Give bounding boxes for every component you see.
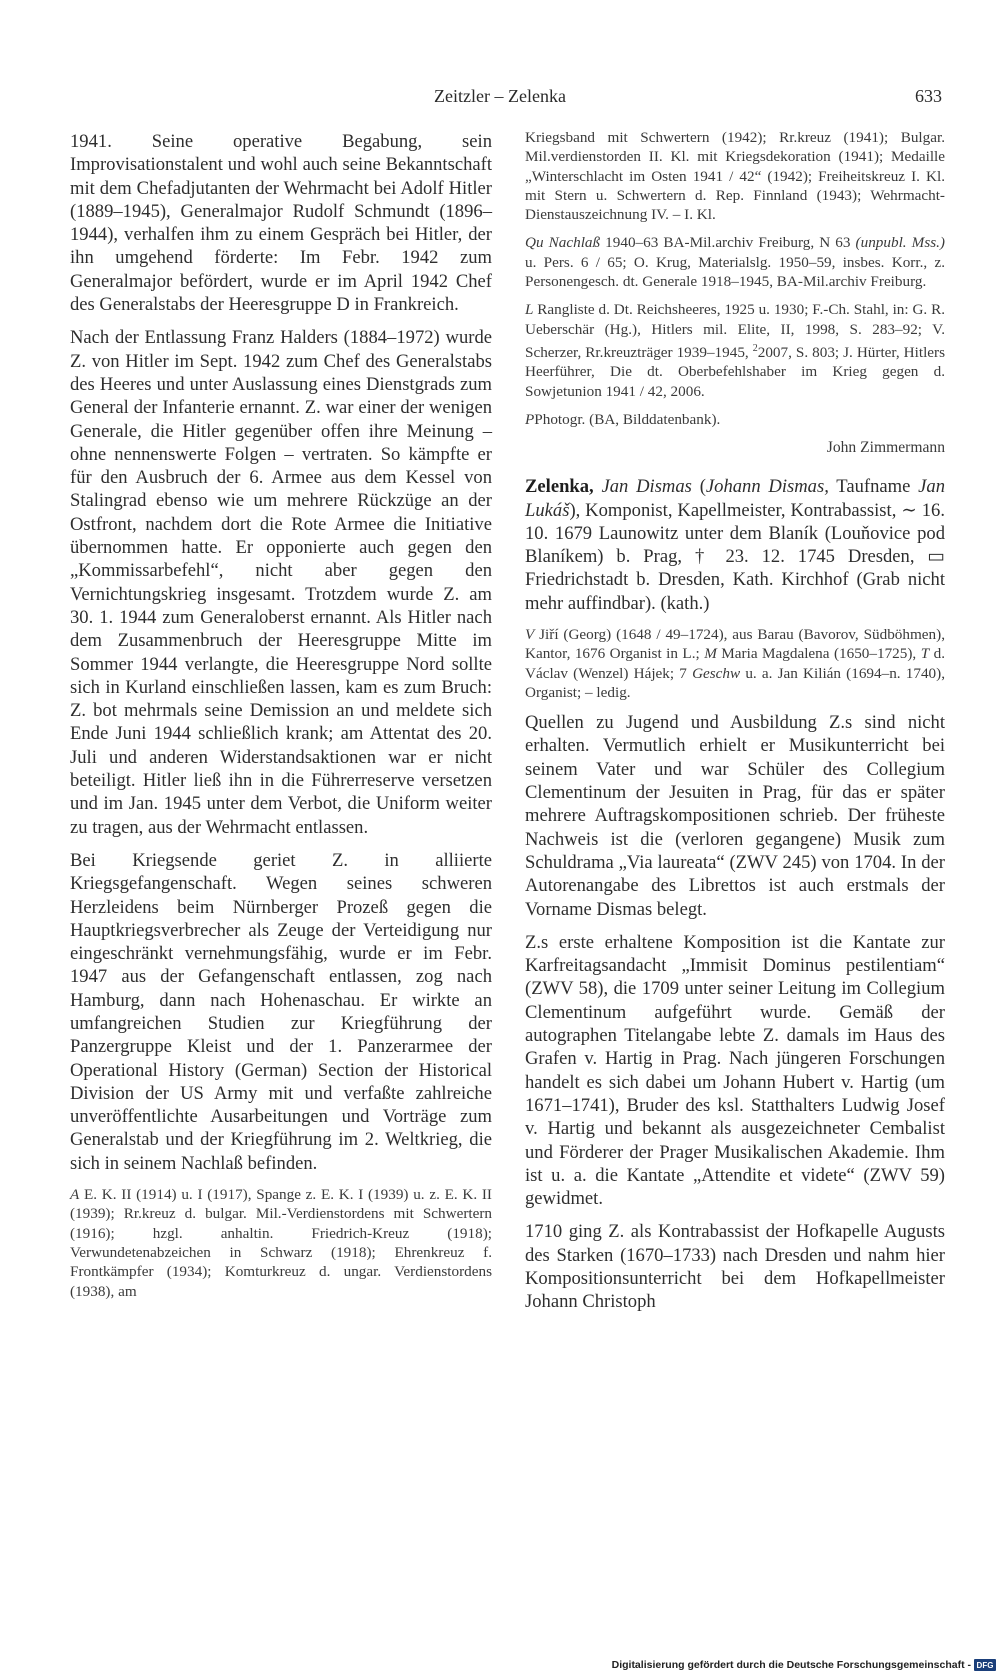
paragraph: 1710 ging Z. als Kontrabassist der Hofkapelle Augusts des Starken (1670–1733) nach Dresden und nahm hier Kompositionsunterricht bei dem Hofkapellmeister Johann Christoph xyxy=(525,1221,945,1313)
entry-paren: ( xyxy=(699,476,706,498)
entry-taufname-value: Jan Lukáš xyxy=(525,476,946,521)
sources-section xyxy=(525,233,945,291)
section-key: Qu Nachlaß xyxy=(525,234,601,252)
paragraph: Z.s erste erhaltene Komposition ist die Kantate zur Karfreitagsandacht „Immisit Dominus pestilentiam“ (ZWV 58), die 1709 unter seiner Leitung im Collegium Clementinum aufgeführt wurde. Gemäß der autographen Titelangabe lebte Z. damals im Haus des Grafen v. Hartig in Prag. Nach jüngeren Forschungen handelt es sich dabei um Johann Hubert v. Hartig (um 1671–1741), Bruder des ksl. Statthalters Ludwig Josef v. Hartig und bekannt als ausgezeichneter Cembalist und Förderer der Prager Musikalischen Akademie. Ihm ist u. a. die Kantate „Attendite et videte“ (ZWV 59) gewidmet. xyxy=(525,931,945,1210)
literature-section xyxy=(525,300,945,401)
paragraph: Nach der Entlassung Franz Halders (1884–1972) wurde Z. von Hitler im Sept. 1942 zum Chef des Generalstabs des Heeres und unter Auslassung eines Dienstgrads zum General der Infanterie ernannt. Z. war einer der wenigen Generale, die Hitler gegenüber offen ihre Meinung – ohne nennenswerte Folgen – vertraten. So kämpfte er für den Ausbruch der 6. Armee aus dem Kessel von Stalingrad ebenso wie um mehrere Rückzüge an der Ostfront, nachdem dort die Rote Armee die Initiative übernommen hatte. Er opponierte auch gegen den „Kommissarbefehl“, nicht aber gegen den Vernichtungskrieg insgesamt. Trotzdem wurde Z. am 30. 1. 1944 zum Generaloberst ernannt. Als Hitler nach dem Zusammenbruch der Heeresgruppe Mitte im Sommer 1944 verlangte, die Heeresgruppe Nord sollte sich in Kurland einschließen lassen, kam es zum Bruch: Z. bot mehrmals seine Demission an und meldete sich Ende Juni 1944 schließlich krank; am Attentat des 20. Juli und anderen Widerstandsaktionen war er nicht beteiligt. Hitler ließ ihn in die Führerreserve versetzen und im Jan. 1945 unter dem Verbot, die Uniform weiter zu tragen, aus der Wehrmacht entlassen. xyxy=(70,327,492,838)
section-text: E. K. II (1914) u. I (1917), Spange z. E. K. I (1939) u. z. E. K. II (1939); Rr.kreuz d. bulgar. Mil.-Verdienstordens mit Schwertern (1916); hzgl. anhaltin. Friedrich-Kreuz (1918); Verwundetenabzeichen in Schwarz (1918); Ehrenkreuz f. Frontkämpfer (1934); Komturkreuz d. ungar. Verdienstordens (1938), am xyxy=(70,1186,492,1300)
section-key: Geschw xyxy=(692,664,741,682)
section-text: u. a. Jan Kilián (1694–n. 1740), Organist; – ledig. xyxy=(525,664,945,701)
left-column xyxy=(70,130,492,1310)
section-text: Photogr. (BA, Bilddatenbank). xyxy=(534,410,721,428)
section-key: M xyxy=(704,645,717,663)
section-key: L xyxy=(525,301,534,319)
section-text: Jiří (Georg) (1648 / 49–1724), aus Barau (Bavorov, Südböhmen), Kantor, 1676 Organist in L.; xyxy=(525,626,945,663)
paragraph: Quellen zu Jugend und Ausbildung Z.s sind nicht erhalten. Vermutlich erhielt er Musikunterricht bei seinem Vater und war Schüler des Collegium Clementinum der Jesuiten in Prag, für das er später mehrere Auftragskompositionen schrieb. Der früheste Nachweis ist die (verloren gegangene) Musik zum Schuldrama „Via laureata“ (ZWV 245) von 1704. In der Autorenangabe des Librettos ist auch erstmals der Vorname Dismas belegt. xyxy=(525,712,945,920)
footer-text: Digitalisierung gefördert durch die Deutsche Forschungsgemeinschaft - xyxy=(611,1659,971,1671)
section-key: T xyxy=(920,645,930,663)
section-key: P xyxy=(525,410,535,428)
entry-rest: ), Komponist, Kapellmeister, Kontrabassist, ∼ 16. 10. 1679 Launowitz unter dem Blaník (Louňovice pod Blaníkem) b. Prag, † 23. 12. 1745 Dresden, ▭ Friedrichstadt b. Dresden, Kath. Kirchhof (Grab nicht mehr auffindbar). (kath.) xyxy=(525,499,945,614)
section-text: Rangliste d. Dt. Reichsheeres, 1925 u. 1930; F.-Ch. Stahl, in: G. R. Ueberschär (Hg.), Hitlers mil. Elite, II, 1998, S. 283–92; V. Scherzer, Rr.kreuzträger 1939–1945, xyxy=(525,301,945,362)
entry-alt: Johann Dismas, xyxy=(705,476,829,498)
family-section xyxy=(525,625,945,702)
entry-taufname: Taufname xyxy=(828,476,919,498)
entry-name: Zelenka, xyxy=(525,476,594,498)
entry-head xyxy=(525,475,945,615)
section-key: V xyxy=(525,626,535,643)
paragraph: 1941. Seine operative Begabung, sein Improvisationstalent und wohl auch seine Bekanntschaft mit dem Chefadjutanten der Wehrmacht bei Adolf Hitler (1889–1945), Generalmajor Rudolf Schmundt (1896–1944), verhalfen ihm zu einem Gespräch bei Hitler, der ihn umgehend förderte: Im Febr. 1942 zum Generalmajor befördert, wurde er im April 1942 Chef des Generalstabs der Heeresgruppe D in Frankreich. xyxy=(70,131,492,316)
footer-credit xyxy=(600,1655,1000,1675)
awards-section xyxy=(70,1185,492,1301)
running-head: Zeitzler – Zelenka xyxy=(434,86,566,106)
page-number: 633 xyxy=(915,86,942,106)
section-text: 2007, S. 803; J. Hürter, Hitlers Heerführer, Die dt. Oberbefehlshaber im Krieg gegen d. Sowjetunion 1941 / 42, 2006. xyxy=(525,344,945,400)
paragraph: Bei Kriegsende geriet Z. in alliierte Kriegsgefangenschaft. Wegen seines schweren Herzleidens beim Nürnberger Prozeß gegen die Hauptkriegsverbrecher als Zeuge der Verteidigung nur eingeschränkt vernehmungsfähig, wurde er im Febr. 1947 aus der Gefangenschaft entlassen, zog nach Hamburg, dann nach Hohenaschau. Er wirkte an umfangreichen Studien zur Kriegführung der Panzergruppe Kleist und der 1. Panzerarmee der Operational History (German) Section der Historical Division der US Army mit und verfaßte zahlreiche unveröffentlichte Ausarbeitungen und Vorträge zum Generalstab und der Kriegführung im 2. Weltkrieg, die sich in seinem Nachlaß befinden. xyxy=(70,849,492,1174)
entry-given: Jan Dismas xyxy=(593,476,700,498)
right-column xyxy=(525,128,945,1324)
superscript: 2 xyxy=(752,342,758,354)
awards-continued: Kriegsband mit Schwertern (1942); Rr.kreuz (1941); Bulgar. Mil.verdienstorden II. Kl. mit Kriegsdekoration (1941); Medaille „Winterschlacht im Osten 1941 / 42“ (1942); Freiheitskreuz I. Kl. mit Stern u. Schwertern d. Rep. Finnland (1943); Wehrmacht-Dienstauszeichnung IV. – I. Kl. xyxy=(525,129,945,224)
dfg-logo-icon: DFG xyxy=(974,1659,996,1671)
section-text: 1940–63 BA-Mil.archiv Freiburg, N 63 xyxy=(600,234,856,252)
section-italic: (unpubl. Mss.) xyxy=(855,234,945,252)
section-key: A xyxy=(70,1186,80,1204)
section-text: u. Pers. 6 / 65; O. Krug, Materialslg. 1950–59, insbes. Korr., z. Personengesch. dt. Generale 1918–1945, BA-Mil.archiv Freiburg. xyxy=(525,253,945,291)
section-text: d. Václav (Wenzel) Hájek; 7 xyxy=(525,645,945,682)
section-text: Maria Magdalena (1650–1725), xyxy=(716,645,921,663)
article-author: John Zimmermann xyxy=(826,439,945,457)
photo-section xyxy=(525,410,945,429)
